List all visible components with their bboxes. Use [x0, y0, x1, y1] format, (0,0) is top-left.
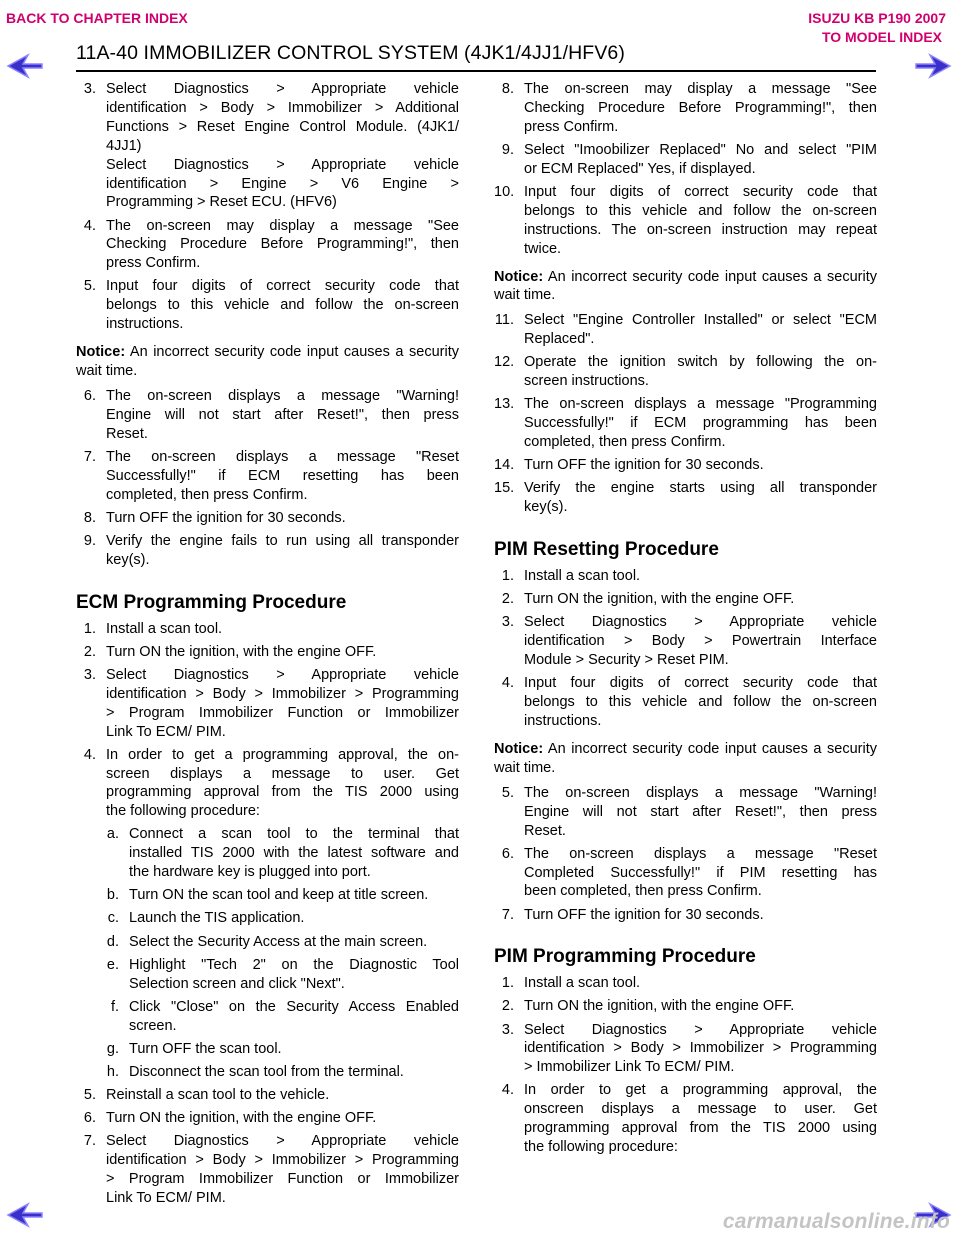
- text-line: Programming > Reset ECU. (HFV6): [106, 194, 337, 211]
- text-line: instructions.: [524, 712, 602, 729]
- list-item-number: 15.: [494, 480, 515, 497]
- list-item-number: 2.: [501, 998, 514, 1015]
- list-item-text: [524, 80, 877, 137]
- text-line: Input four digits of correct security code that: [106, 278, 459, 295]
- notice-label: Notice:: [76, 344, 126, 361]
- ecm-steps-list-4: [494, 311, 877, 517]
- list-item: [494, 183, 877, 259]
- reset-steps-list-2: [76, 387, 459, 570]
- text-line: Disconnect the scan tool from the terminal.: [129, 1063, 404, 1080]
- list-item-text: [524, 845, 877, 902]
- list-item-text: [524, 674, 877, 731]
- right-column: [494, 80, 877, 1161]
- list-item: [76, 998, 459, 1036]
- list-item-text: [106, 1132, 459, 1208]
- list-item: [76, 532, 459, 570]
- text-line: screen instructions.: [524, 373, 649, 390]
- notice-label: Notice:: [494, 740, 544, 757]
- text-line: Successfully!" if ECM programming has been: [524, 415, 877, 432]
- list-item-text: [524, 141, 877, 179]
- list-item-text: [106, 277, 459, 334]
- list-item-text: [129, 825, 459, 882]
- text-line: Select Diagnostics > Appropriate vehicle: [524, 1021, 877, 1038]
- text-line: the following procedure:: [524, 1139, 678, 1156]
- list-item-text: [524, 183, 877, 259]
- list-item-number: 1.: [501, 568, 514, 585]
- list-item-number: 5.: [83, 278, 96, 295]
- list-item-text: [524, 456, 877, 475]
- list-item: [494, 997, 877, 1016]
- text-line: Select Diagnostics > Appropriate vehicle: [106, 81, 459, 97]
- list-item: [76, 1132, 459, 1208]
- text-line: Reset.: [524, 822, 566, 839]
- list-item: [494, 674, 877, 731]
- list-item-text: [129, 956, 459, 994]
- notice-1: [76, 343, 459, 381]
- text-line: Checking Procedure Before Programming!", then: [524, 99, 877, 116]
- text-line: Turn ON the ignition, with the engine OFF.: [106, 1109, 377, 1126]
- text-line: Turn ON the ignition, with the engine OFF.: [524, 998, 795, 1015]
- list-item-text: [129, 998, 459, 1036]
- header-rule: [76, 70, 876, 72]
- text-line: Reset.: [106, 425, 148, 442]
- list-item-text: [106, 509, 459, 528]
- list-item-number: 1.: [501, 975, 514, 992]
- list-item-text: [106, 643, 459, 662]
- list-item-number: 7.: [83, 1132, 96, 1149]
- notice-text: An incorrect security code input causes a security wait time.: [76, 344, 459, 380]
- list-item-number: 6.: [83, 387, 96, 404]
- list-item: [76, 956, 459, 994]
- ecm-steps-list-3: [494, 80, 877, 259]
- list-item: [76, 80, 459, 212]
- text-line: completed, then press Confirm.: [524, 434, 726, 451]
- list-item-text: [106, 387, 459, 444]
- list-item-number: 14.: [494, 457, 515, 474]
- list-item-number: 9.: [501, 141, 514, 158]
- pim-reset-steps-list-2: [494, 784, 877, 925]
- text-line: identification > Body > Immobilizer > Programming: [106, 1151, 459, 1168]
- list-item: [76, 620, 459, 639]
- list-item: [494, 590, 877, 609]
- text-line: Click "Close" on the Security Access Enabled: [129, 998, 459, 1015]
- text-line: Select "Imoobilizer Replaced" No and select "PIM: [524, 141, 877, 158]
- list-item-number: f.: [110, 998, 119, 1015]
- list-item: [494, 974, 877, 993]
- list-item-number: b.: [106, 887, 119, 904]
- section-title-pim-programming: PIM Programming Procedure: [494, 946, 756, 968]
- text-line: identification > Body > Immobilizer > Additional: [106, 99, 459, 116]
- list-item-number: 1.: [83, 620, 96, 637]
- text-line: 4JJ1): [106, 137, 142, 154]
- list-item-text: [106, 80, 459, 212]
- text-line: belongs to this vehicle and follow the on-screen: [524, 694, 877, 711]
- text-line: Selection screen and click "Next".: [129, 975, 345, 992]
- text-line: onscreen displays a message to user. Get: [524, 1101, 877, 1118]
- list-item-number: g.: [106, 1040, 119, 1057]
- list-item-text: [106, 448, 459, 505]
- list-item-number: 6.: [83, 1109, 96, 1126]
- list-item: [494, 1081, 877, 1157]
- list-item-text: [524, 974, 877, 993]
- text-line: Functions > Reset Engine Control Module. (4JK1/: [106, 118, 459, 135]
- notice-label: Notice:: [494, 268, 544, 285]
- list-item: [76, 1063, 459, 1082]
- list-item-text: [129, 1063, 459, 1082]
- notice-text: An incorrect security code input causes a security wait time.: [494, 740, 877, 776]
- text-line: identification > Engine > V6 Engine >: [106, 175, 459, 192]
- list-item: [494, 141, 877, 179]
- text-line: belongs to this vehicle and follow the on-screen: [106, 297, 459, 314]
- list-item-number: 3.: [501, 614, 514, 631]
- list-item-number: 3.: [83, 81, 96, 97]
- list-item-text: [106, 532, 459, 570]
- list-item-number: 7.: [501, 906, 514, 923]
- text-line: The on-screen displays a message "Warning!: [524, 784, 877, 801]
- list-item: [76, 1086, 459, 1105]
- list-item-text: [106, 666, 459, 742]
- list-item-number: c.: [107, 910, 119, 927]
- text-line: The on-screen displays a message "Reset: [524, 845, 877, 862]
- text-line: completed, then press Confirm.: [106, 486, 308, 503]
- list-item: [76, 277, 459, 334]
- list-item-text: [524, 1021, 877, 1078]
- list-item-text: [106, 746, 459, 822]
- notice-text: An incorrect security code input causes a security wait time.: [494, 268, 877, 304]
- list-item: [494, 311, 877, 349]
- text-line: instructions. The on-screen instruction may repeat: [524, 221, 877, 238]
- list-item: [76, 1109, 459, 1128]
- list-item: [494, 784, 877, 841]
- list-item: [76, 448, 459, 505]
- text-line: Turn ON the scan tool and keep at title screen.: [129, 887, 429, 904]
- list-item-text: [524, 567, 877, 586]
- list-item: [494, 456, 877, 475]
- text-line: Reinstall a scan tool to the vehicle.: [106, 1086, 330, 1103]
- list-item: [494, 395, 877, 452]
- text-line: press Confirm.: [524, 118, 619, 135]
- text-line: Turn ON the ignition, with the engine OFF.: [106, 643, 377, 660]
- text-line: identification > Body > Immobilizer > Programming: [106, 685, 459, 702]
- list-item-number: 7.: [83, 448, 96, 465]
- list-item-number: 12.: [494, 354, 515, 371]
- next-page-arrow-icon[interactable]: [914, 53, 952, 79]
- list-item: [76, 509, 459, 528]
- list-item-text: [129, 886, 459, 905]
- text-line: identification > Body > Powertrain Interface: [524, 633, 877, 650]
- list-item-number: 4.: [83, 217, 96, 234]
- ecm-substeps-list: [76, 825, 459, 1081]
- to-model-index-link[interactable]: TO MODEL INDEX: [821, 29, 942, 45]
- list-item-text: [129, 933, 459, 952]
- list-item-text: [106, 620, 459, 639]
- text-line: The on-screen may display a message "See: [106, 217, 459, 234]
- back-to-chapter-index-link[interactable]: BACK TO CHAPTER INDEX: [6, 10, 188, 26]
- page-header-title: 11A-40 IMMOBILIZER CONTROL SYSTEM (4JK1/4JJ1/HFV6): [76, 42, 625, 64]
- text-line: The on-screen displays a message "Reset: [106, 448, 459, 465]
- text-line: Select Diagnostics > Appropriate vehicle: [106, 1132, 459, 1149]
- reset-steps-list: [76, 80, 459, 334]
- text-line: or ECM Replaced" Yes, if displayed.: [524, 160, 756, 177]
- list-item-text: [106, 1109, 459, 1128]
- list-item: [76, 886, 459, 905]
- text-line: Replaced".: [524, 331, 595, 348]
- ecm-steps-list: [76, 620, 459, 822]
- text-line: Turn OFF the ignition for 30 seconds.: [106, 509, 346, 526]
- text-line: Completed Successfully!" if PIM resetting has: [524, 864, 877, 881]
- text-line: the hardware key is plugged into port.: [129, 864, 371, 881]
- list-item-number: 2.: [83, 643, 96, 660]
- text-line: Input four digits of correct security code that: [524, 675, 877, 692]
- list-item-number: 3.: [501, 1021, 514, 1038]
- text-line: Turn OFF the ignition for 30 seconds.: [524, 906, 764, 923]
- text-line: twice.: [524, 240, 562, 257]
- list-item-number: 5.: [83, 1086, 96, 1103]
- pim-prog-steps-list: [494, 974, 877, 1157]
- text-line: Install a scan tool.: [524, 975, 641, 992]
- list-item: [76, 746, 459, 822]
- text-line: Verify the engine fails to run using all transponder: [106, 532, 459, 549]
- text-line: The on-screen displays a message "Warning!: [106, 387, 459, 404]
- list-item-number: 13.: [494, 396, 515, 413]
- text-line: Link To ECM/ PIM.: [106, 1189, 226, 1206]
- text-line: In order to get a programming approval, the on-: [106, 746, 459, 763]
- list-item-number: 4.: [501, 675, 514, 692]
- text-line: key(s).: [106, 551, 150, 568]
- list-item-number: 2.: [501, 591, 514, 608]
- list-item-text: [524, 1081, 877, 1157]
- list-item-number: 10.: [494, 183, 515, 200]
- watermark: carmanualsonline.info: [722, 1210, 950, 1233]
- text-line: identification > Body > Immobilizer > Programming: [524, 1040, 877, 1057]
- text-line: Launch the TIS application.: [129, 910, 305, 927]
- text-line: > Program Immobilizer Function or Immobilizer: [106, 704, 459, 721]
- list-item-number: 5.: [501, 784, 514, 801]
- list-item: [494, 613, 877, 670]
- text-line: Link To ECM/ PIM.: [106, 723, 226, 740]
- list-item: [494, 906, 877, 925]
- text-line: key(s).: [524, 499, 568, 516]
- left-column: [76, 80, 459, 1212]
- list-item-text: [524, 906, 877, 925]
- text-line: screen displays a message to user. Get: [106, 765, 459, 782]
- list-item: [76, 1040, 459, 1059]
- text-line: instructions.: [106, 316, 184, 333]
- list-item: [494, 353, 877, 391]
- list-item-number: e.: [106, 956, 119, 973]
- section-title-pim-resetting: PIM Resetting Procedure: [494, 539, 719, 561]
- text-line: Operate the ignition switch by following the on-: [524, 354, 877, 371]
- text-line: > Immobilizer Link To ECM/ PIM.: [524, 1059, 735, 1076]
- list-item-text: [524, 590, 877, 609]
- list-item-text: [524, 784, 877, 841]
- list-item: [76, 643, 459, 662]
- list-item: [76, 666, 459, 742]
- text-line: Turn ON the ignition, with the engine OFF.: [524, 591, 795, 608]
- list-item-number: 3.: [83, 666, 96, 683]
- text-line: Turn OFF the ignition for 30 seconds.: [524, 457, 764, 474]
- text-line: Successfully!" if ECM resetting has been: [106, 467, 459, 484]
- list-item-number: 9.: [83, 532, 96, 549]
- list-item-number: 8.: [501, 81, 514, 97]
- text-line: Checking Procedure Before Programming!", then: [106, 236, 459, 253]
- text-line: Highlight "Tech 2" on the Diagnostic Tool: [129, 956, 459, 973]
- ecm-steps-list-2: [76, 1086, 459, 1208]
- list-item-number: h.: [106, 1063, 119, 1080]
- list-item-text: [106, 1086, 459, 1105]
- list-item: [494, 479, 877, 517]
- text-line: Select the Security Access at the main screen.: [129, 933, 428, 950]
- prev-page-arrow-icon[interactable]: [6, 53, 44, 79]
- list-item-text: [524, 311, 877, 349]
- text-line: Install a scan tool.: [106, 620, 223, 637]
- text-line: Turn OFF the scan tool.: [129, 1040, 282, 1057]
- list-item-number: 4.: [83, 746, 96, 763]
- list-item: [494, 80, 877, 137]
- text-line: Select Diagnostics > Appropriate vehicle: [106, 156, 459, 173]
- list-item-number: a.: [106, 826, 119, 843]
- list-item: [76, 825, 459, 882]
- list-item-number: 8.: [83, 509, 96, 526]
- list-item-text: [106, 217, 459, 274]
- text-line: Engine will not start after Reset!", then press: [106, 406, 459, 423]
- text-line: Module > Security > Reset PIM.: [524, 652, 729, 669]
- text-line: the following procedure:: [106, 803, 260, 820]
- text-line: programming approval from the TIS 2000 using: [106, 784, 459, 801]
- text-line: belongs to this vehicle and follow the on-screen: [524, 202, 877, 219]
- text-line: installed TIS 2000 with the latest software and: [129, 845, 459, 862]
- text-line: Select Diagnostics > Appropriate vehicle: [106, 666, 459, 683]
- list-item: [76, 217, 459, 274]
- text-line: Input four digits of correct security code that: [524, 183, 877, 200]
- list-item: [76, 933, 459, 952]
- list-item: [494, 1021, 877, 1078]
- list-item-number: 11.: [494, 312, 514, 329]
- text-line: The on-screen may display a message "See: [524, 81, 877, 97]
- list-item-number: d.: [106, 933, 119, 950]
- list-item-text: [524, 997, 877, 1016]
- text-line: In order to get a programming approval, the: [524, 1082, 877, 1099]
- text-line: press Confirm.: [106, 255, 201, 272]
- text-line: Verify the engine starts using all transponder: [524, 480, 877, 497]
- text-line: Select "Engine Controller Installed" or select "ECM: [524, 312, 877, 329]
- section-title-ecm-programming: ECM Programming Procedure: [76, 591, 347, 613]
- text-line: screen.: [129, 1017, 177, 1034]
- text-line: Select Diagnostics > Appropriate vehicle: [524, 614, 877, 631]
- list-item-text: [524, 395, 877, 452]
- pim-reset-steps-list: [494, 567, 877, 731]
- model-title-link[interactable]: ISUZU KB P190 2007: [808, 10, 946, 26]
- text-line: The on-screen displays a message "Programming: [524, 396, 877, 413]
- list-item-text: [524, 613, 877, 670]
- text-line: Install a scan tool.: [524, 568, 641, 585]
- text-line: Connect a scan tool to the terminal that: [129, 826, 459, 843]
- list-item: [494, 845, 877, 902]
- text-line: been completed, then press Confirm.: [524, 883, 762, 900]
- text-line: Engine will not start after Reset!", then press: [524, 803, 877, 820]
- list-item-number: 4.: [501, 1082, 514, 1099]
- list-item-number: 6.: [501, 845, 514, 862]
- list-item-text: [129, 1040, 459, 1059]
- notice-3: [494, 740, 877, 778]
- list-item: [76, 387, 459, 444]
- list-item: [76, 909, 459, 928]
- list-item-text: [524, 479, 877, 517]
- notice-2: [494, 268, 877, 306]
- text-line: programming approval from the TIS 2000 using: [524, 1120, 877, 1137]
- list-item: [494, 567, 877, 586]
- prev-page-arrow-bottom-icon[interactable]: [6, 1202, 44, 1228]
- list-item-text: [524, 353, 877, 391]
- list-item-text: [129, 909, 459, 928]
- text-line: > Program Immobilizer Function or Immobilizer: [106, 1170, 459, 1187]
